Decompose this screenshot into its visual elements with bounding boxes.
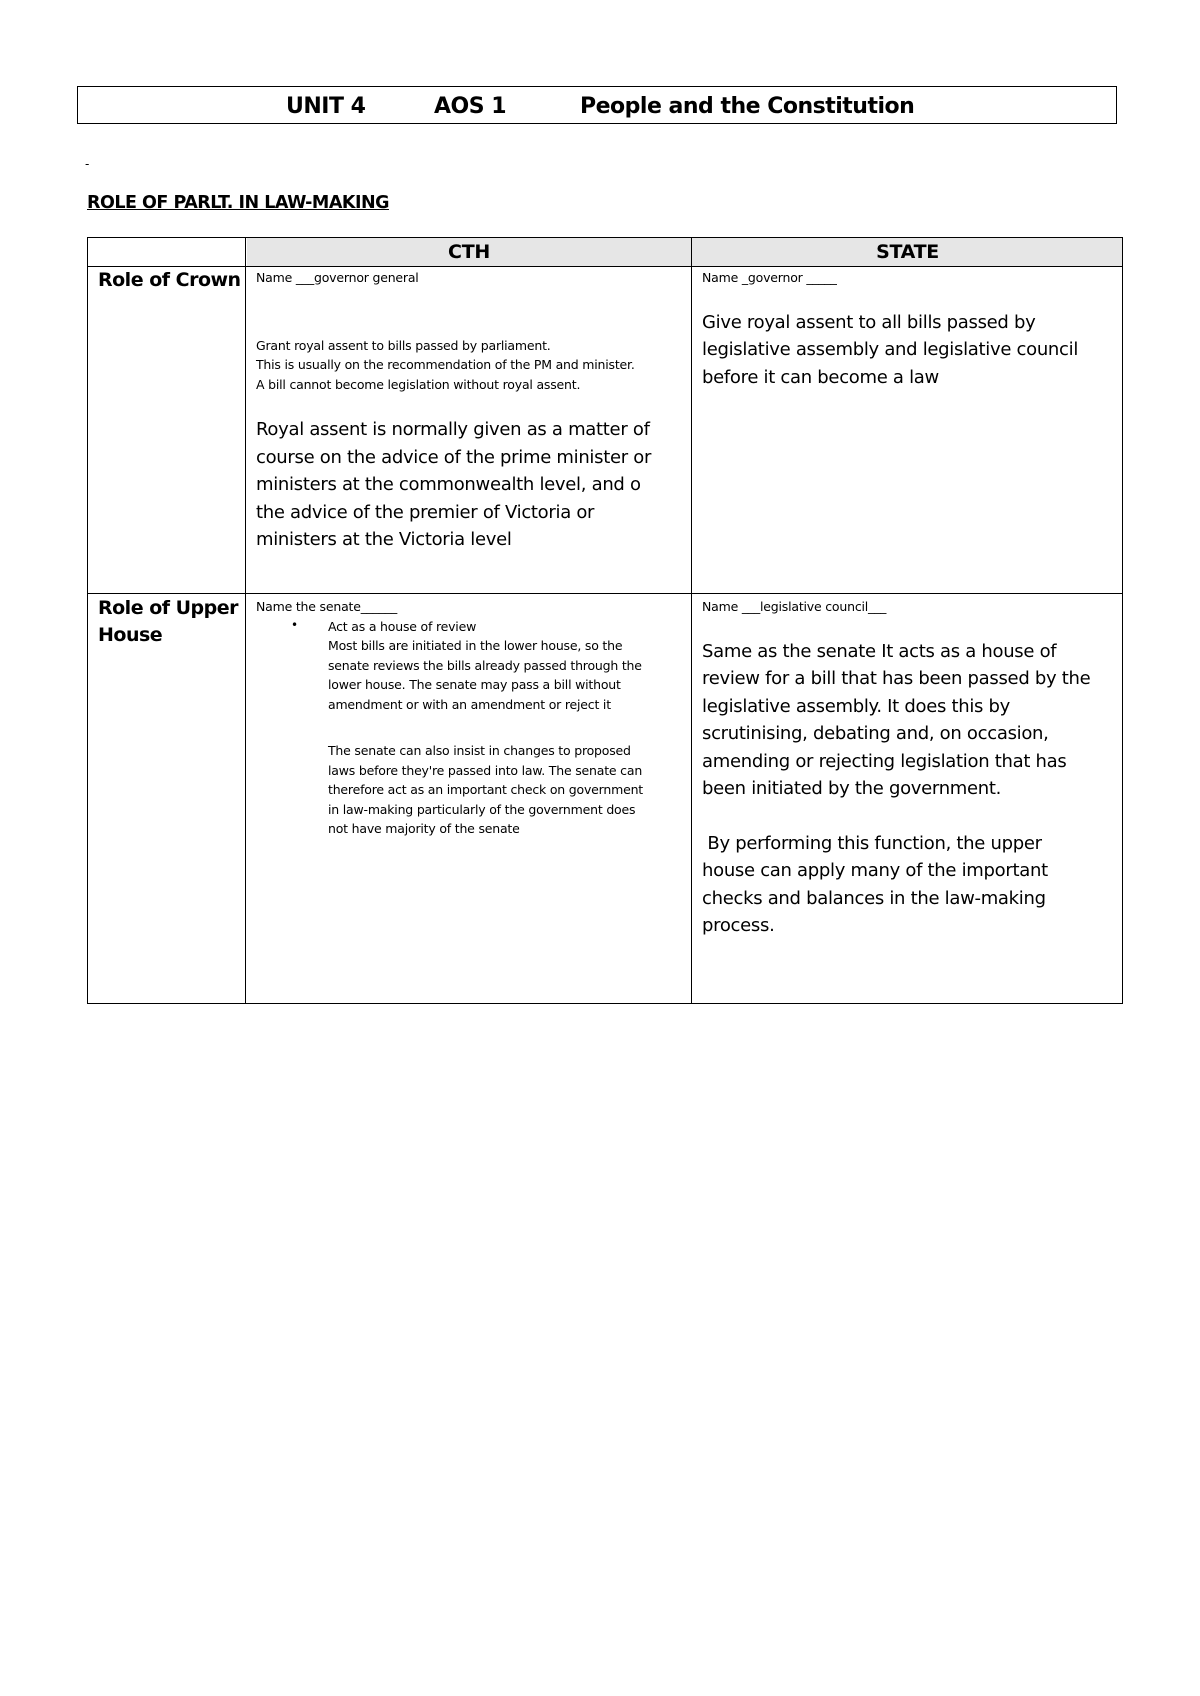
- column-divider: [691, 238, 692, 1003]
- cth-upper-house-text: senate reviews the bills already passed through the: [328, 657, 642, 673]
- state-crown-cell: [702, 268, 1078, 391]
- title-box: [77, 86, 1117, 124]
- cth-upper-house-text: in law-making particularly of the government does: [328, 801, 636, 817]
- cth-crown-name: Name ___governor general: [256, 270, 419, 285]
- unit-label: UNIT 4: [286, 94, 366, 119]
- row-divider: [88, 593, 1122, 594]
- bullet-icon: •: [291, 617, 299, 632]
- state-upper-house-text: review for a bill that has been passed by the: [702, 668, 1091, 689]
- column-divider: [245, 238, 246, 1003]
- cth-upper-house-text: Most bills are initiated in the lower house, so the: [328, 638, 623, 653]
- cth-upper-house-text: lower house. The senate may pass a bill without: [328, 677, 621, 692]
- cth-crown-note: A bill cannot become legislation without royal assent.: [256, 376, 581, 392]
- state-upper-house-text: amending or rejecting legislation that has: [702, 750, 1067, 772]
- row-label-line: House: [98, 624, 163, 646]
- row-label-line: Role of Upper: [98, 597, 239, 619]
- state-crown-detail: legislative assembly and legislative council: [702, 339, 1079, 360]
- cth-crown-note: Grant royal assent to bills passed by parliament.: [256, 337, 551, 353]
- aos-label: AOS 1: [434, 94, 507, 119]
- state-upper-house-text: been initiated by the government.: [702, 778, 1002, 799]
- stray-mark: -: [85, 157, 90, 171]
- state-upper-house-text: checks and balances in the law-making: [702, 887, 1046, 909]
- cth-crown-note: This is usually on the recommendation of the PM and minister.: [256, 357, 635, 372]
- cth-upper-house-text: The senate can also insist in changes to proposed: [328, 743, 631, 758]
- state-upper-house-text: By performing this function, the upper: [702, 832, 1042, 854]
- section-heading: ROLE OF PARLT. IN LAW-MAKING: [87, 193, 389, 213]
- cth-crown-detail: ministers at the Victoria level: [256, 529, 512, 550]
- state-upper-house-name: Name ___legislative council___: [702, 599, 887, 614]
- row-label-crown: Role of Crown: [98, 269, 241, 291]
- cth-upper-house-text: laws before they're passed into law. The senate can: [328, 762, 643, 778]
- state-upper-house-text: process.: [702, 915, 775, 936]
- row-label-upper-house: [98, 595, 238, 649]
- cth-crown-cell: [256, 268, 651, 554]
- cth-crown-detail: Royal assent is normally given as a matter of: [256, 419, 650, 440]
- state-crown-detail: before it can become a law: [702, 366, 939, 388]
- cth-upper-house-cell: [256, 597, 643, 839]
- cth-crown-detail: the advice of the premier of Victoria or: [256, 501, 595, 523]
- cth-upper-house-name: Name the senate______: [256, 599, 398, 614]
- law-making-table: [87, 237, 1123, 1004]
- state-upper-house-text: house can apply many of the important: [702, 860, 1048, 881]
- cth-upper-house-text: amendment or with an amendment or reject it: [328, 696, 611, 712]
- cth-crown-detail: course on the advice of the prime minister or: [256, 446, 652, 468]
- page-title: People and the Constitution: [580, 94, 915, 119]
- state-crown-detail: Give royal assent to all bills passed by: [702, 311, 1036, 333]
- state-upper-house-cell: [702, 597, 1090, 940]
- cth-upper-house-text: therefore act as an important check on government: [328, 782, 643, 797]
- state-crown-name: Name _governor _____: [702, 270, 837, 285]
- column-header-state: STATE: [876, 241, 939, 263]
- row-divider: [88, 266, 1122, 267]
- state-upper-house-text: scrutinising, debating and, on occasion,: [702, 723, 1049, 744]
- cth-crown-detail: ministers at the commonwealth level, and o: [256, 474, 641, 495]
- cth-upper-house-text: not have majority of the senate: [328, 821, 520, 836]
- state-upper-house-text: Same as the senate It acts as a house of: [702, 640, 1057, 662]
- state-upper-house-text: legislative assembly. It does this by: [702, 695, 1011, 717]
- cth-upper-house-bullet: Act as a house of review: [328, 618, 477, 634]
- column-header-cth: CTH: [448, 241, 490, 263]
